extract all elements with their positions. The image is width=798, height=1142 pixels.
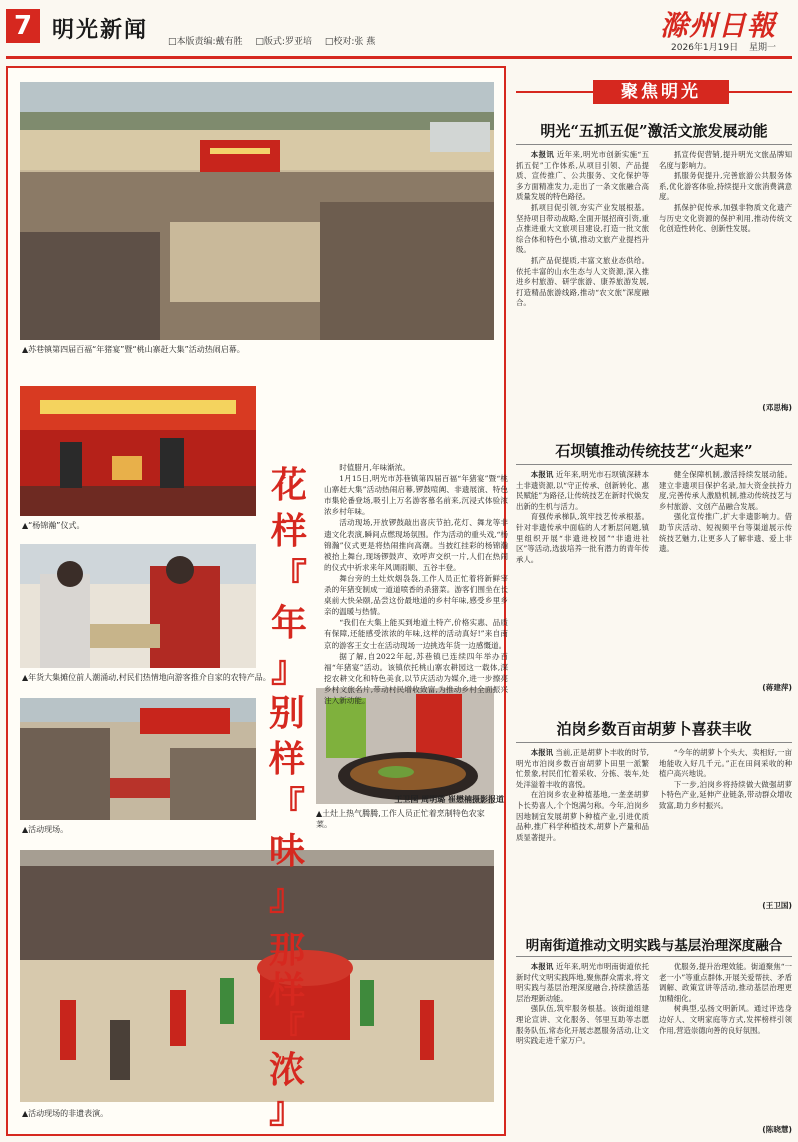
article-body xyxy=(516,150,792,400)
article-credit: (蒋建萍) xyxy=(762,683,792,692)
headline-char: 』 xyxy=(270,648,307,690)
article-paragraph: 近年来,明光市石坝镇深耕本土非遗资源,以“守正传承、创新转化、惠民赋能”为路径,让传统技艺在新时代焕发出新的生机与活力。 xyxy=(516,470,649,511)
article-paragraph: 树典型,弘扬文明新风。通过评选身边好人、文明家庭等方式,发挥榜样引领作用,营造崇德向善的良好氛围。 xyxy=(659,1004,792,1035)
article-credit: (邓思梅) xyxy=(762,403,792,412)
headline-char: 』 xyxy=(268,876,305,918)
headline-char: 味 xyxy=(268,830,305,872)
newspaper-logo: 滁州日報 xyxy=(659,9,776,42)
article-body xyxy=(516,748,792,898)
headline-char: 』 xyxy=(268,1089,305,1131)
weekday-text: 星期一 xyxy=(748,43,776,53)
article-tag: 本报讯 xyxy=(530,150,555,159)
feature-paragraph: 据了解,自2022年起,苏巷镇已连续四年举办百福“年猪宴”活动。该镇依托桃山寨农耕园这一载体,深挖农耕文化和特色美食,以节庆活动为媒介,进一步擦亮乡村文旅名片,带动村民增收致富,为推动乡村全面振兴注入新动能。 xyxy=(324,651,508,705)
article-tag: 本报讯 xyxy=(530,470,554,479)
article-paragraph: 近年来,明光市创新实施“五抓五促”工作体系,从项目引领、产品提质、宣传推广、公共服务、文化保护等多方面精准发力,走出了一条文旅融合高质量发展的特色路径。 xyxy=(516,150,649,202)
photo-feature-panel xyxy=(6,66,506,1136)
article-column xyxy=(659,748,792,898)
issue-date xyxy=(663,40,776,53)
article-paragraph: 抓保护促传承,加强非物质文化遗产与历史文化资源的保护利用,推动传统文化创造性转化、创新性发展。 xyxy=(659,202,792,234)
photo-market-stall xyxy=(20,544,256,668)
photo-ceremony xyxy=(20,386,256,516)
headline-char: 『 xyxy=(268,1009,305,1051)
article-tag: 本报讯 xyxy=(530,962,554,971)
photo-festival-aerial xyxy=(20,82,494,340)
editor-credits xyxy=(168,34,385,47)
headline-char: 样 xyxy=(270,510,307,552)
headline-char: 『 xyxy=(268,784,305,826)
article-body xyxy=(516,962,792,1122)
feature-paragraph: “我们在大集上能买到地道土特产,价格实惠、品质有保障,还能感受浓浓的年味,这样的活动真好!”来自南京的游客王女士在活动现场一边挑选年货一边感慨道。 xyxy=(324,618,508,650)
feature-byline: 王卫国 周明璐 崔懋楠摄影报道 xyxy=(394,795,504,804)
article-paragraph: 强化宣传推广,扩大非遗影响力。借助节庆活动、短视频平台等渠道展示传统技艺魅力,让更多人了解非遗、爱上非遗。 xyxy=(659,512,792,554)
article-paragraph: 当前,正是胡萝卜丰收的时节,明光市泊岗乡数百亩胡萝卜田里一派繁忙景象,村民们忙着采收、分拣、装车,处处洋溢着丰收的喜悦。 xyxy=(516,748,649,789)
article-column xyxy=(659,470,792,680)
article-rule xyxy=(516,956,792,957)
article-paragraph: 抓产品促提质,丰富文旅业态供给。依托丰富的山水生态与人文资源,深入推进乡村旅游、研学旅游、康养旅游发展,打造精品旅游线路,推动“农文旅”深度融合。 xyxy=(516,255,649,308)
article-paragraph: 强队伍,筑牢服务根基。该街道组建理论宣讲、文化服务、邻里互助等志愿服务队伍,常态化开展志愿服务活动,让文明实践走进千家万户。 xyxy=(516,1004,649,1046)
article-rule xyxy=(516,742,792,743)
proof-credit: □校对:张 燕 xyxy=(324,37,376,47)
feature-paragraph: 活动现场,开放锣鼓敲出喜庆节拍,花灯、舞龙等非遗文化表演,瞬间点燃现场氛围。作为活动的重头戏,“杨锦瀚”仪式更是将热闹推向高潮。当披红挂彩的杨锦瀚被抬上舞台,现场锣鼓声、欢呼声交织一片,人们在热闹的仪式中祈求来年风调雨顺、五谷丰登。 xyxy=(324,518,508,572)
article-column xyxy=(516,150,649,400)
article-title: 明光“五抓五促”激活文旅发展动能 xyxy=(540,122,768,140)
festival-aerial-image xyxy=(20,82,494,340)
photo-folk-performance xyxy=(20,850,494,1102)
article-credit: (王卫国) xyxy=(762,901,792,910)
headline-char: 浓 xyxy=(268,1049,305,1091)
caption-plaza: ▲活动现场。 xyxy=(22,825,69,834)
feature-body-text xyxy=(324,462,508,798)
article-rule xyxy=(516,144,792,145)
article-paragraph: 育强传承梯队,筑牢技艺传承根基。针对非遗传承中面临的人才断层问题,镇里组织开展“非遗进校园”“非遗进社区”等活动,选拔培养一批有潜力的青年传承人。 xyxy=(516,512,649,564)
article-title: 泊岗乡数百亩胡萝卜喜获丰收 xyxy=(556,720,752,738)
headline-char: 那 xyxy=(268,929,305,971)
layout-credit: □版式:罗亚培 xyxy=(255,37,312,47)
feature-headline-part2 xyxy=(264,690,310,920)
article-paragraph: 抓项目促引领,夯实产业发展根基。坚持项目带动战略,全面开展招商引资,重点推进重大文旅项目建设,打造一批文旅综合体和特色小镇,推动文旅产业提档升级。 xyxy=(516,202,649,255)
article-paragraph: 优服务,提升治理效能。街道聚焦“一老一小”等重点群体,开展关爱帮扶、矛盾调解、政策宣讲等活动,推动基层治理更加精细化。 xyxy=(659,962,792,1003)
headline-char: 样 xyxy=(268,969,305,1011)
photo-plaza xyxy=(20,698,256,820)
masthead xyxy=(0,0,798,58)
plaza-image xyxy=(20,698,256,820)
headline-char: 『 xyxy=(270,556,307,598)
ceremony-image xyxy=(20,386,256,516)
headline-char: 样 xyxy=(268,738,305,780)
feature-paragraph: 时值腊月,年味渐浓。 xyxy=(339,463,410,472)
editor-credit: □本版责编:戴有胜 xyxy=(168,37,243,47)
date-text: 2026年1月19日 xyxy=(671,43,739,53)
caption-ceremony: ▲“杨锦瀚”仪式。 xyxy=(22,521,85,530)
feature-paragraph: 舞台旁的土灶炊烟袅袅,工作人员正忙着将新鲜宰杀的年猪变制成一道道喷香的杀猪菜。游客们围坐在长桌前大快朵颐,品尝这份最地道的乡村年味,感受乡里乡亲的温暖与热情。 xyxy=(324,573,508,617)
caption-festival-aerial: ▲苏巷镇第四届百福“年猪宴”暨“桃山寨赶大集”活动热闹启幕。 xyxy=(22,345,245,354)
headline-char: 年 xyxy=(270,602,307,644)
caption-cooking: ▲土灶上热气腾腾,工作人员正忙着烹制特色农家菜。 xyxy=(316,809,485,829)
article-paragraph: 抓服务促提升,完善旅游公共服务体系,优化游客体验,持续提升文旅消费满意度。 xyxy=(659,171,792,202)
feature-headline xyxy=(266,462,312,692)
article-credit: (陈晓慧) xyxy=(762,1125,792,1134)
feature-paragraph: 1月15日,明光市苏巷镇第四届百福“年猪宴”暨“桃山寨赶大集”活动热闹启幕,锣鼓喧阗、非遗展演、特色市集轮番登场,吸引上万名游客慕名前来,沉浸式体验浓浓乡村年味。 xyxy=(324,474,508,517)
article-column xyxy=(516,748,649,898)
article-tag: 本报讯 xyxy=(530,748,554,757)
article-paragraph: 健全保障机制,激活持续发展动能。建立非遗项目保护名录,加大资金扶持力度,完善传承人激励机制,推动传统技艺与乡村旅游、文创产品融合发展。 xyxy=(659,470,792,511)
page-number: 7 xyxy=(6,9,40,43)
caption-folk-performance: ▲活动现场的非遗表演。 xyxy=(22,1109,109,1118)
article-column xyxy=(659,962,792,1122)
article-paragraph: 近年来,明光市明南街道依托新时代文明实践阵地,聚焦群众需求,将文明实践与基层治理深度融合,持续激活基层治理新动能。 xyxy=(516,962,649,1003)
feature-headline-part3 xyxy=(264,930,310,1130)
article-paragraph: 抓宣传促营销,提升明光文旅品牌知名度与影响力。 xyxy=(659,150,792,170)
folk-performance-image xyxy=(20,850,494,1102)
article-title: 石坝镇推动传统技艺“火起来” xyxy=(555,442,753,460)
article-paragraph: 下一步,泊岗乡将持续做大做强胡萝卜特色产业,延伸产业链条,带动群众增收致富,助力乡村振兴。 xyxy=(659,779,792,810)
article-title: 明南街道推动文明实践与基层治理深度融合 xyxy=(525,938,783,954)
article-paragraph: 在泊岗乡农业种植基地,一垄垄胡萝卜长势喜人,个个饱满匀称。今年,泊岗乡因地制宜发展胡萝卜种植产业,引进优质品种,推广科学种植技术,胡萝卜产量和品质显著提升。 xyxy=(516,790,649,842)
article-column xyxy=(516,962,649,1122)
market-stall-image xyxy=(20,544,256,668)
headline-char: 别 xyxy=(268,692,305,734)
headline-char: 花 xyxy=(270,464,307,506)
section-name: 明光新闻 xyxy=(52,17,149,43)
article-column xyxy=(659,150,792,400)
article-rule xyxy=(516,464,792,465)
article-paragraph: “今年的胡萝卜个头大、卖相好,一亩地能收入好几千元。”正在田间采收的种植户高兴地说。 xyxy=(659,748,792,779)
article-column xyxy=(516,470,649,680)
article-body xyxy=(516,470,792,680)
caption-market-stall: ▲年货大集摊位前人潮涌动,村民们热情地向游客推介自家的农特产品。 xyxy=(22,673,271,682)
masthead-rule xyxy=(6,56,792,59)
focus-header: 聚焦明光 xyxy=(593,80,729,104)
